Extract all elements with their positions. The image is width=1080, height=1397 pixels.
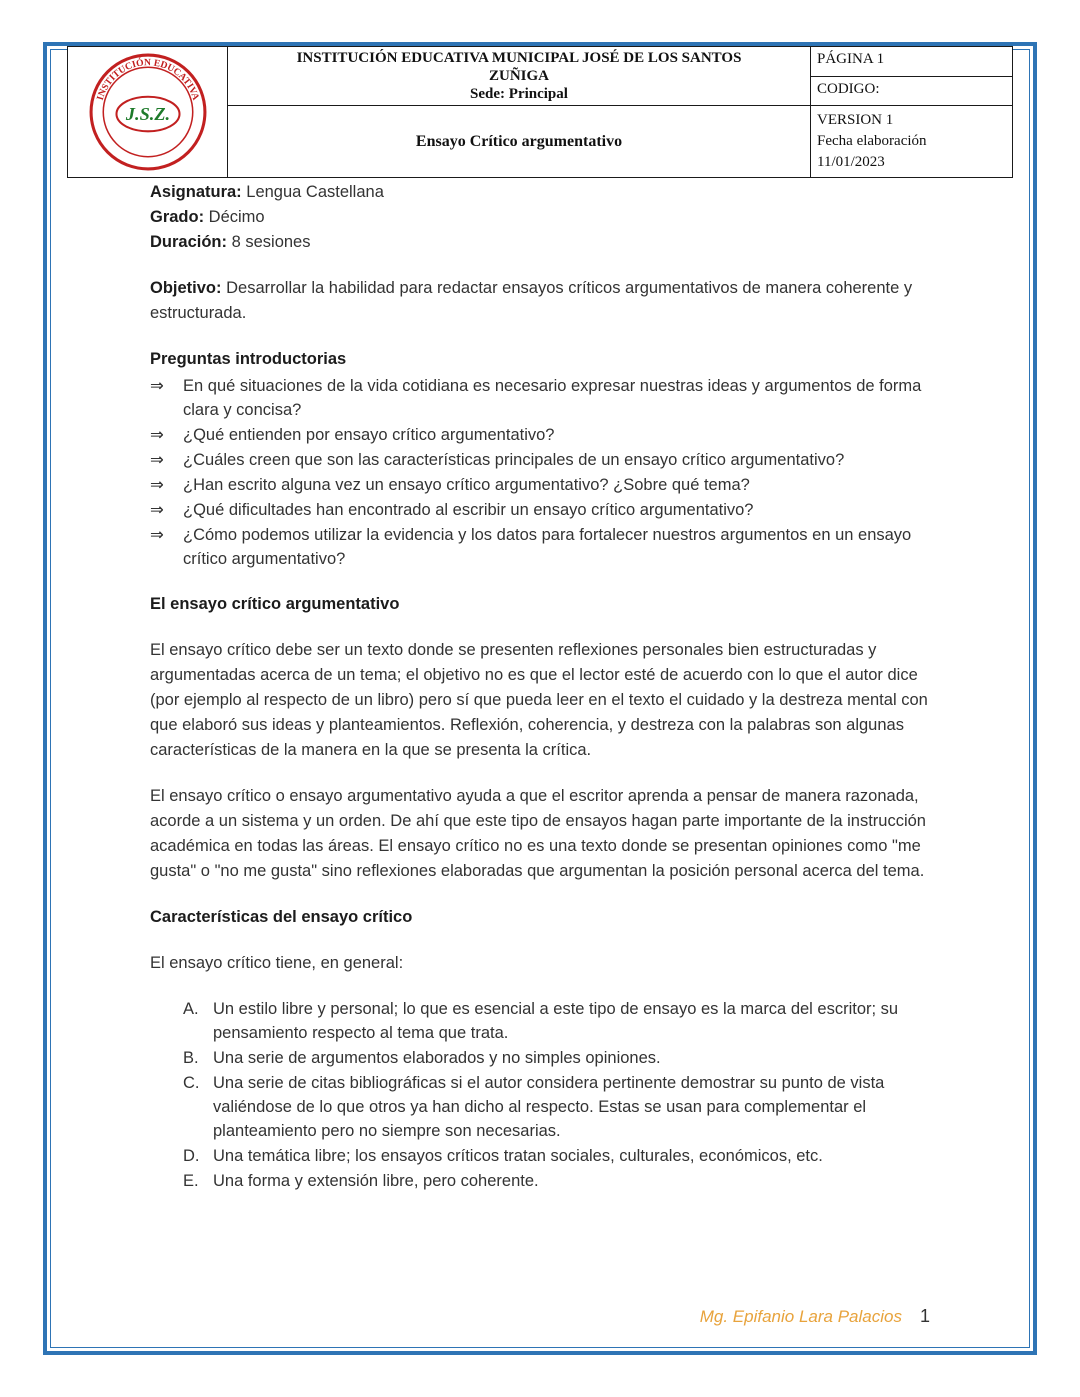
list-letter: C. xyxy=(183,1074,200,1092)
meta-duracion xyxy=(150,230,930,255)
list-item xyxy=(150,473,930,497)
question-text: ¿Qué dificultades han encontrado al escribir un ensayo crítico argumentativo? xyxy=(183,501,754,519)
question-text: ¿Qué entienden por ensayo crítico argumentativo? xyxy=(183,426,555,444)
list-item xyxy=(183,1046,930,1070)
codigo-cell: CODIGO: xyxy=(811,76,1012,105)
meta-asignatura xyxy=(150,180,930,205)
list-item xyxy=(183,997,930,1045)
arrow-bullet-icon: ⇒ xyxy=(150,476,164,494)
list-text: Una forma y extensión libre, pero coherente. xyxy=(213,1172,539,1190)
list-letter: A. xyxy=(183,1000,199,1018)
ensayo-paragraph-2: El ensayo crítico o ensayo argumentativo ayuda a que el escritor aprenda a pensar de manera razonada, acorde a un sistema y un orden. De ahí que este tipo de ensayos hagan parte importante de la instrucción académica en todas las áreas. El ensayo crítico no es una texto donde se presentan opiniones como "me gusta" o "no me gusta" sino reflexiones elaboradas que argumentan la posición personal acerca del tema. xyxy=(150,787,926,880)
school-logo-icon xyxy=(87,51,209,173)
arrow-bullet-icon: ⇒ xyxy=(150,451,164,469)
list-text: Una serie de citas bibliográficas si el autor considera pertinente demostrar su punto de vista valiéndose de lo que otros ya han dicho al respecto. Estas se usan para complementar el planteamiento pero no siempre son necesarias. xyxy=(213,1074,885,1140)
question-text: ¿Cuáles creen que son las características principales de un ensayo crítico argumentativo? xyxy=(183,451,845,469)
page-footer xyxy=(150,1306,930,1327)
page-number: 1 xyxy=(919,1306,930,1326)
list-item xyxy=(150,523,930,571)
list-text: Una temática libre; los ensayos críticos tratan sociales, culturales, económicos, etc. xyxy=(213,1147,823,1165)
caracteristicas-heading: Características del ensayo crítico xyxy=(150,908,413,926)
question-text: ¿Cómo podemos utilizar la evidencia y los datos para fortalecer nuestros argumentos en un ensayo crítico argumentativo? xyxy=(183,526,912,568)
list-item xyxy=(150,423,930,447)
caracteristicas-intro: El ensayo crítico tiene, en general: xyxy=(150,954,404,972)
objetivo-label: Objetivo: xyxy=(150,279,222,297)
list-letter: E. xyxy=(183,1172,199,1190)
arrow-bullet-icon: ⇒ xyxy=(150,377,164,395)
footer-author: Mg. Epifanio Lara Palacios xyxy=(699,1307,902,1326)
institution-name-cell xyxy=(228,47,810,105)
list-letter: B. xyxy=(183,1049,199,1067)
list-text: Un estilo libre y personal; lo que es esencial a este tipo de ensayo es la marca del escritor; su pensamiento respecto al tema que trata. xyxy=(213,1000,899,1042)
caracteristicas-list xyxy=(183,997,930,1193)
duracion-label: Duración: xyxy=(150,233,228,251)
list-item xyxy=(183,1071,930,1143)
objetivo-text: Desarrollar la habilidad para redactar ensayos críticos argumentativos de manera coherente y estructurada. xyxy=(150,279,913,322)
grado-label: Grado: xyxy=(150,208,205,226)
header-middle-column xyxy=(228,47,810,177)
preguntas-list xyxy=(150,374,930,571)
header-right-column xyxy=(810,47,1012,177)
meta-grado xyxy=(150,205,930,230)
document-body xyxy=(150,180,930,1193)
sede-line: Sede: Principal xyxy=(470,86,568,102)
logo-ring-text: INSTITUCIÓN EDUCATIVA xyxy=(94,57,201,102)
arrow-bullet-icon: ⇒ xyxy=(150,501,164,519)
ensayo-heading: El ensayo crítico argumentativo xyxy=(150,595,400,613)
question-text: ¿Han escrito alguna vez un ensayo crítico argumentativo? ¿Sobre qué tema? xyxy=(183,476,750,494)
arrow-bullet-icon: ⇒ xyxy=(150,526,164,544)
preguntas-heading: Preguntas introductorias xyxy=(150,350,347,368)
list-item xyxy=(183,1169,930,1193)
fecha-label: Fecha elaboración xyxy=(817,133,927,149)
ensayo-paragraph-1: El ensayo crítico debe ser un texto donde se presenten reflexiones personales bien estructuradas y argumentadas acerca de un tema; el objetivo no es que el lector esté de acuerdo con lo que el autor dice (por ejemplo al respecto de un libro) pero sí que pueda leer en el texto el cuidado y la destreza mental con que elaboró sus ideas y planteamientos. Reflexión, coherencia, y destreza con la palabras son algunas características de la manera en la que se presenta la crítica. xyxy=(150,641,928,759)
version-line: VERSION 1 xyxy=(817,112,894,128)
duracion-value: 8 sesiones xyxy=(227,233,311,251)
list-item xyxy=(183,1144,930,1168)
document-title: Ensayo Crítico argumentativo xyxy=(228,105,810,177)
question-text: En qué situaciones de la vida cotidiana es necesario expresar nuestras ideas y argumentos de forma clara y concisa? xyxy=(183,377,922,419)
asignatura-value: Lengua Castellana xyxy=(241,183,384,201)
list-item xyxy=(150,498,930,522)
grado-value: Décimo xyxy=(204,208,265,226)
list-text: Una serie de argumentos elaborados y no simples opiniones. xyxy=(213,1049,661,1067)
arrow-bullet-icon: ⇒ xyxy=(150,426,164,444)
list-letter: D. xyxy=(183,1147,200,1165)
objetivo-paragraph xyxy=(150,276,930,326)
asignatura-label: Asignatura: xyxy=(150,183,242,201)
fecha-value: 11/01/2023 xyxy=(817,154,885,170)
institution-name: INSTITUCIÓN EDUCATIVA MUNICIPAL JOSÉ DE LOS SANTOS ZUÑIGA xyxy=(296,50,742,84)
logo-monogram: J.S.Z. xyxy=(125,104,170,125)
logo-cell xyxy=(68,47,228,177)
list-item xyxy=(150,448,930,472)
list-item xyxy=(150,374,930,422)
pagina-cell: PÁGINA 1 xyxy=(817,51,885,67)
version-cell xyxy=(811,105,1012,177)
header-table xyxy=(67,46,1013,178)
